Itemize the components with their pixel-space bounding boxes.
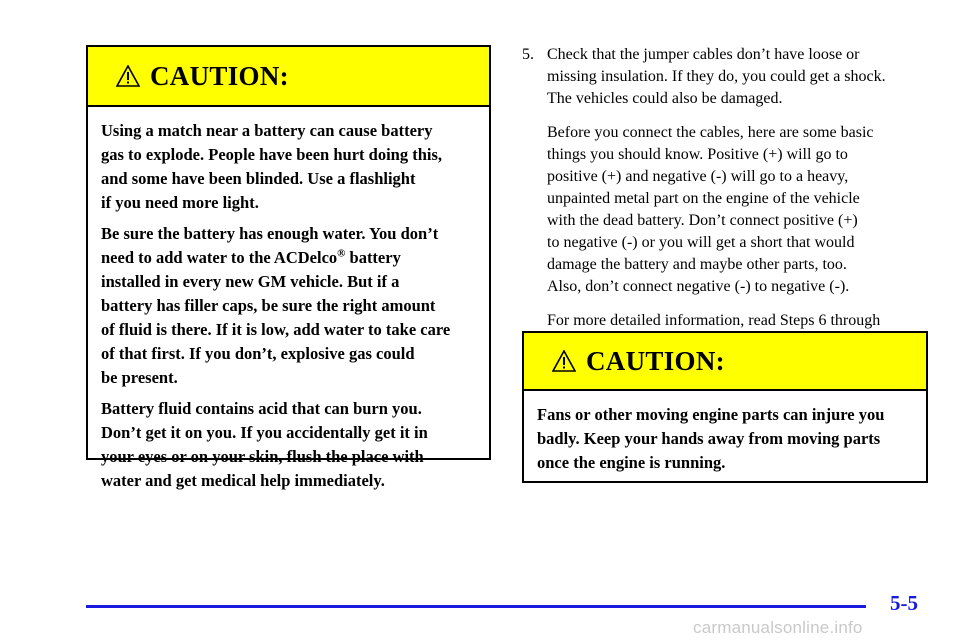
caution-header: [88, 47, 489, 107]
caution-title: CAUTION:: [150, 60, 289, 91]
caution-body: [524, 391, 926, 475]
text-line: with the dead battery. Don’t connect positive (+): [547, 212, 858, 229]
text-line: your eyes or on your skin, flush the place with: [101, 447, 424, 466]
registered-mark: ®: [337, 247, 346, 260]
step-5: [522, 44, 932, 110]
caution-paragraph-match: [101, 119, 479, 215]
text-line: things you should know. Positive (+) will go to: [547, 146, 848, 163]
step-text: [547, 44, 932, 110]
text-line: Don’t get it on you. If you accidentally get it in: [101, 423, 428, 442]
warning-triangle-icon: [552, 350, 576, 372]
text-line: Be sure the battery has enough water. You don’t: [101, 224, 439, 243]
caution-paragraph-fans: [537, 403, 916, 475]
page-number: 5-5: [890, 591, 918, 615]
text-line: of that first. If you don’t, explosive gas could: [101, 344, 415, 363]
step-number: 5.: [522, 46, 534, 63]
text-line: battery: [345, 248, 401, 267]
text-line: damage the battery and maybe other parts, too.: [547, 256, 847, 273]
text-line: missing insulation. If they do, you could get a shock.: [547, 68, 886, 85]
text-line: For more detailed information, read Steps 6 through: [547, 312, 881, 329]
text-line: Using a match near a battery can cause battery: [101, 121, 433, 140]
text-line: to negative (-) or you will get a short that would: [547, 234, 855, 251]
caution-paragraph-acid: [101, 397, 479, 493]
text-line: badly. Keep your hands away from moving parts: [537, 429, 881, 448]
watermark: carmanualsonline.info: [693, 618, 863, 637]
text-line: need to add water to the ACDelco: [101, 248, 338, 267]
text-line: Before you connect the cables, here are some basic: [547, 124, 874, 141]
caution-header: [524, 333, 926, 391]
warning-triangle-icon: [116, 65, 140, 87]
text-line: Fans or other moving engine parts can injure you: [537, 405, 885, 424]
text-line: positive (+) and negative (-) will go to a heavy,: [547, 168, 849, 185]
instructions-column: [522, 44, 932, 354]
text-line: if you need more light.: [101, 193, 259, 212]
caution-box-fans: [522, 331, 928, 483]
text-line: Also, don’t connect negative (-) to negative (-).: [547, 278, 850, 295]
caution-box-battery: [86, 45, 491, 490]
caution-title: CAUTION:: [586, 345, 725, 376]
text-line: and some have been blinded. Use a flashlight: [101, 169, 416, 188]
caution-paragraph-water: [101, 222, 479, 390]
text-line: be present.: [101, 368, 178, 387]
text-line: battery has filler caps, be sure the right amount: [101, 296, 436, 315]
text-line: Check that the jumper cables don’t have loose or: [547, 46, 860, 63]
text-line: unpainted metal part on the engine of the vehicle: [547, 190, 860, 207]
footer-rule: [86, 605, 866, 608]
caution-body: [88, 107, 489, 493]
text-line: The vehicles could also be damaged.: [547, 90, 783, 107]
text-line: installed in every new GM vehicle. But if a: [101, 272, 400, 291]
text-line: once the engine is running.: [537, 453, 726, 472]
text-line: Battery fluid contains acid that can burn you.: [101, 399, 422, 418]
paragraph-cable-basics: [547, 122, 932, 298]
text-line: gas to explode. People have been hurt doing this,: [101, 145, 443, 164]
text-line: of fluid is there. If it is low, add water to take care: [101, 320, 451, 339]
text-line: water and get medical help immediately.: [101, 471, 385, 490]
